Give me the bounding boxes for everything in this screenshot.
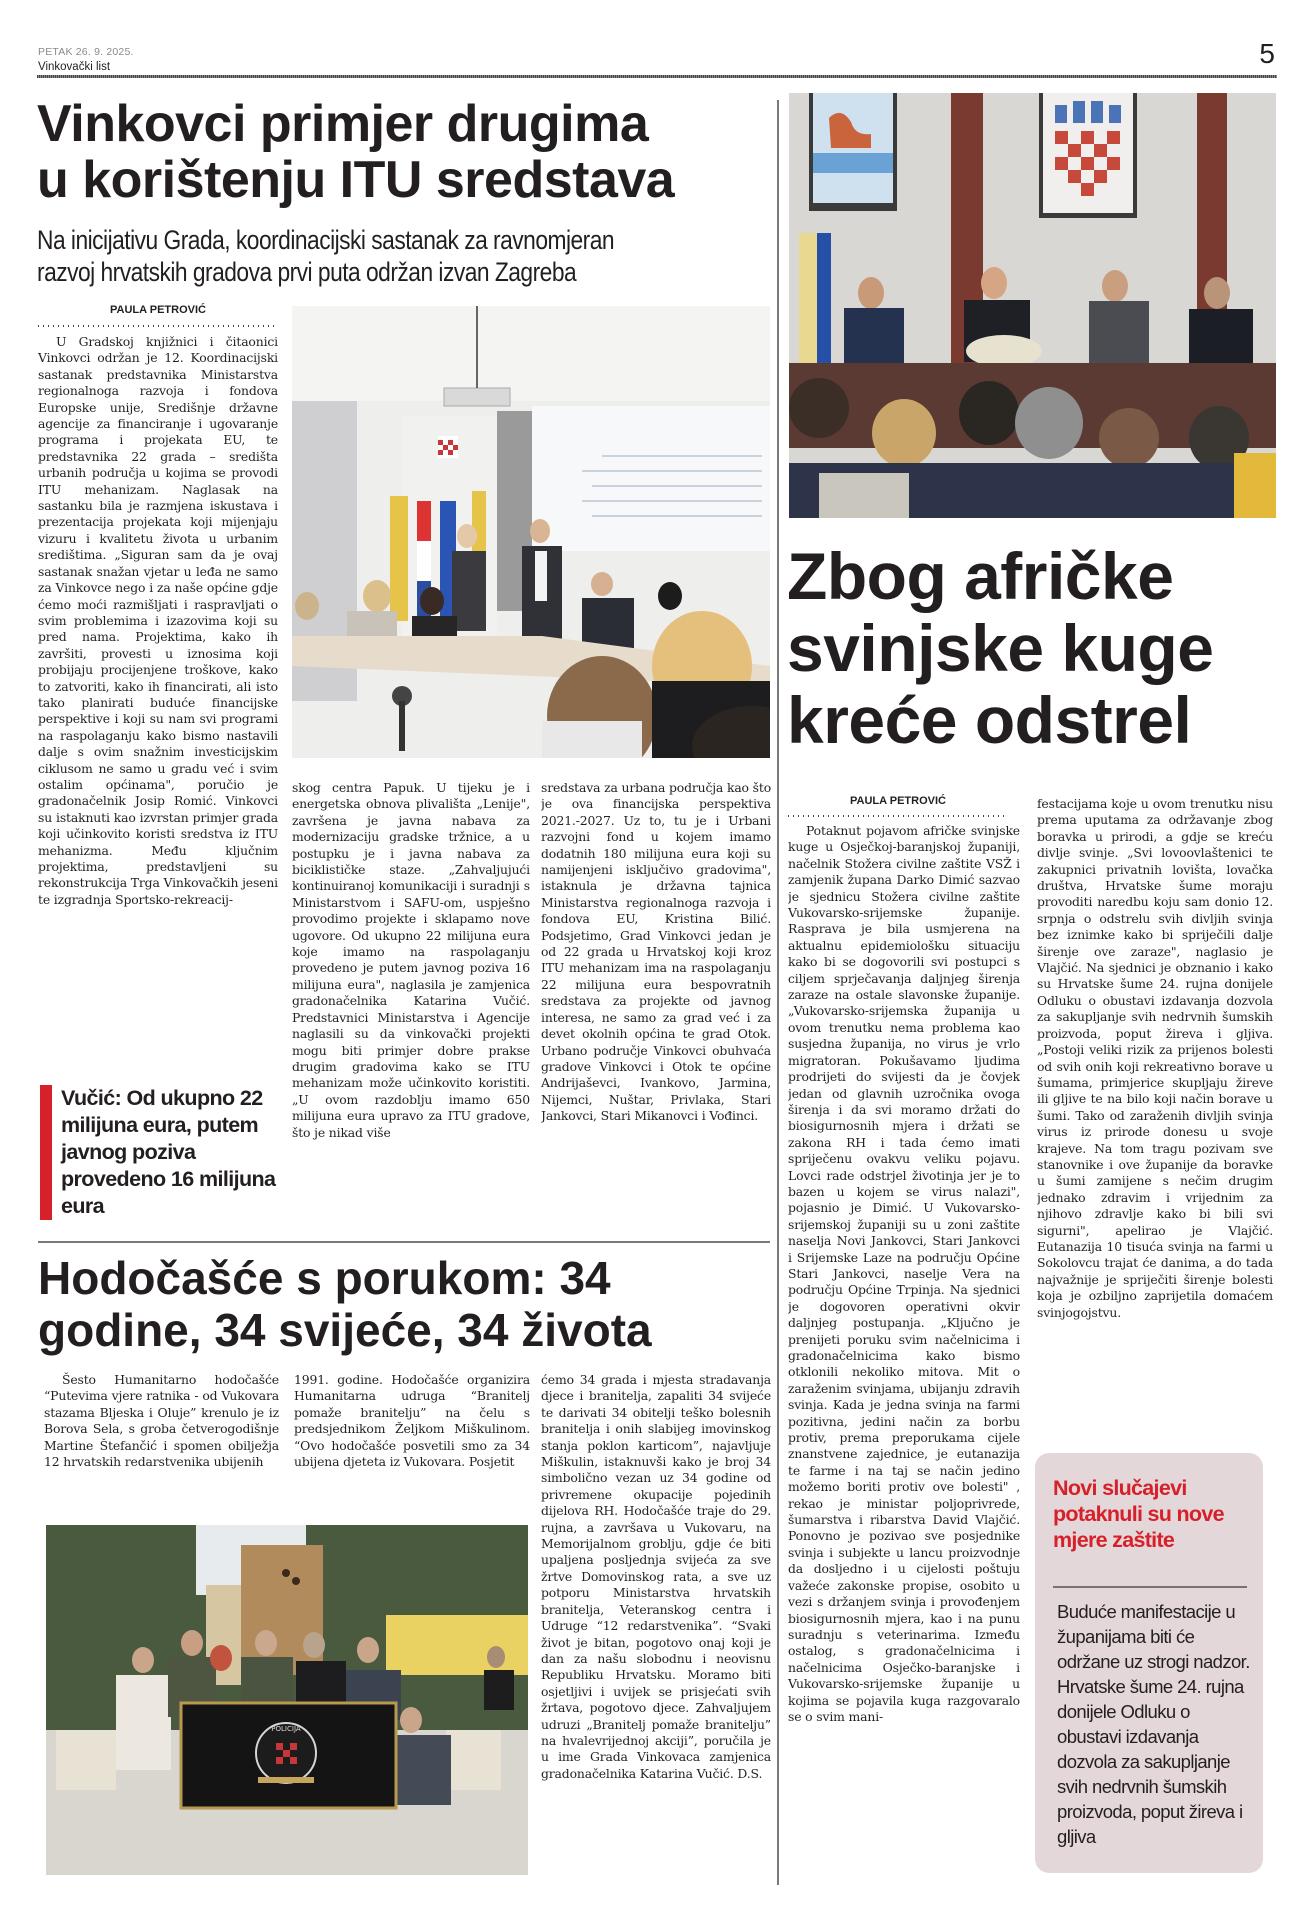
article-itu-headline (37, 96, 777, 208)
section-rule (38, 1241, 770, 1243)
paragraph: ćemo 34 grada i mjesta stradavanja djece i branitelja, zapaliti 34 svijeće te darivati 34 obitelji teško bolesnih branitelja i onih slabijeg imovinskog stanja poklon karticom”, najavljuje Miškulin, istaknuvši kako je broj 34 simbolično vezan uz 34 godine od privremene okupacije pojedinih dijelova RH. Hodočašće traje do 29. rujna, a završava u Vukovaru, na Memorijalnom groblju, gdje će biti upaljena posljednja svijeća za sve žrtve Domovinskog rata, a sve uz potporu Ministarstva hrvatskih branitelja, Veteranskog centra i Udruge “12 redarstvenika”. “Svaki život je bitan, pogotovo onaj koji je dan za našu slobodnu i neovisnu Republiku Hrvatsku. Moramo biti osjetljivi i uvijek se prisjećati svih žrtava, pogotovo djece. Zahvaljujem udruzi „Branitelj pomaže branitelju” na hvalevrijednoj akciji”, poručila je u ime Grada Vinkovaca zamjenica gradonačelnika Katarina Vučić. D.S. (541, 1372, 771, 1781)
article-pilgrimage-headline (38, 1252, 778, 1356)
headline-line: kreće odstrel (787, 683, 1192, 757)
subheadline-line: razvoj hrvatskih gradova prvi puta održan izvan Zagreba (37, 257, 577, 287)
infobox-title: Novi slučajevi potaknuli su nove mjere zaštite (1053, 1476, 1224, 1552)
paragraph: Šesto Humanitarno hodočašće “Putevima vjere ratnika - od Vukovara stazama Bljeska i Oluje” krenulo je iz Borova Sela, s groba četverogodišnje Martine Štefančić i spomen obilježja 12 hrvatskih redarstvenika ubijenih (44, 1372, 279, 1470)
paragraph: 1991. godine. Hodočašće organizira Humanitarna udruga “Branitelj pomaže branitelju” na čelu s predsjednikom Željkom Miškulinom. “Ovo hodočašće posvetili smo za 34 ubijena djeteta iz Vukovara. Posjetit (294, 1372, 530, 1470)
issue-date: PETAK 26. 9. 2025. (38, 46, 134, 58)
article-itu-subheadline (37, 224, 777, 288)
paragraph: festacijama koje u ovom trenutku nisu prema uputama za održavanje zbog boravka u prirodi, a gdje se kreću divlje svinje. „Svi lovoovlaštenici te zakupnici privatnih lovišta, lovačka društva, Hrvatske šume moraju provoditi naredbu koju sam donio 12. srpnja o odstrelu svih divljih svinja bez iznimke kako bi spriječili dalje širenje ove zaraze", naglasio je Vlajčić. Na sjednici je obznanio i kako su Hrvatske šume 24. rujna donijele Odluku o obustavi izdavanja dozvola za sakupljanje svih nedrvnih šumskih proizvoda, poput žireva i gljiva. „Postoji veliki rizik za prijenos bolesti od svih onih koji rekreativno borave u šumama, primjerice skupljaju žireve ili gljive te na bilo koji način borave u šumi. Tako od zaraženih divljih svinja virus iz prirode donesu u svoje krajeve. Na tom tragu pozivam sve stanovnike i ove županije da boravke u šumi zamijene s nečim drugim jednako zdravim i vrijednim za njihovo zdravlje kako bi bili svi sigurni", apelirao je Vlajčić. Eutanazija 10 tisuća svinja na farmi u Sokolovcu trajat će danima, a do tada najvažnije je spriječiti širenje bolesti koja je ozbiljno zaprijetila domaćem svinjogojstvu. (1037, 796, 1273, 1320)
article-pilgrimage-photo (46, 1525, 528, 1875)
article-itu-photo (292, 306, 770, 758)
infobox-text: Buduće manifestacije u županijama biti će održane uz strogi nadzor. Hrvatske šume 24. rujna donijele Odluku o obustavi izdavanja dozvola za sakupljanje svih nedrvnih šumskih proizvoda, poput žireva i gljiva (1057, 1601, 1250, 1847)
article-asf-column-1 (788, 823, 1020, 1883)
headline-line: u korištenju ITU sredstava (37, 151, 675, 209)
svg-text:POLICIJA: POLICIJA (271, 1725, 301, 1733)
article-itu-column-2 (292, 780, 530, 1220)
byline-rule (788, 815, 1008, 817)
headline-line: Vinkovci primjer drugima (37, 95, 649, 153)
article-asf-infobox (1035, 1453, 1263, 1873)
article-itu-byline: PAULA PETROVIĆ (110, 304, 206, 316)
headline-line: godine, 34 svijeće, 34 života (38, 1304, 652, 1356)
article-pilgrimage-column-1 (44, 1372, 279, 1492)
byline-rule (38, 325, 278, 327)
meeting-room-photo (292, 306, 770, 758)
paragraph: Potaknut pojavom afričke svinjske kuge u Osječkoj-baranjskoj županiji, načelnik Stožera civilne zaštite VSŽ i zamjenik župana Darko Dimić sazvao je sjednicu Stožera civilne zaštite Vukovarsko-srijemske županije. Rasprava je bila usmjerena na aktualnu epidemiološku situaciju kako bi se dogovorili svi postupci s ciljem sprječavanja daljnjeg širenja zaraze na ostale slavonske županije. „Vukovarsko-srijemska županija u ovom trenutku nema problema kao susjedna županija, no virus je vrlo migratoran. Pokušavamo ljudima prodrijeti do svijesti da je čovjek jedan od glavnih uzročnika ovoga širenja i da svi moramo držati do biosigurnosnih mjera i držati se zakona RH i tada ćemo imati spriječenu ovakvu veliku pojavu. Lovci rade odstrjel životinja jer je to bazen u kojem se virus nalazi", pojasnio je Dimić. U Vukovarsko-srijemskoj županiji su u zoni zaštite naselja Novi Jankovci, Stari Jankovci i Srijemske Laze na području Općine Stari Jankovci, naselje Vera na području Općine Trpinja. Na sjednici je dogovoren operativni okvir daljnjeg postupanja. „Ključno je prenijeti poruku svim načelnicima i gradonačelnicima kako bismo otklonili nekoliko mitova. Mit o zaraženim svinjama, ubijanju zdravih svinja. Kada je jedna svinja na farmi pozitivna, jedini način za borbu protiv, prema preporukama cijele znanstvene zajednice, je eutanazija te farme i na taj se način jedino možemo boriti protiv ove bolesti" , rekao je ministar poljoprivrede, šumarstva i ribarstva David Vlajčić. Ponovno je pozivao sve posjednike svinja i subjekte u lancu proizvodnje da dosljedno i u cijelosti poštuju važeće zakonske propise, osobito u vezi s držanjem svinja i provođenjem biosigurnosnih mjera, kao i na punu suradnju s veterinarima. Između ostalog, s gradonačelnicima i načelnicima Osječko-baranjske i Vukovarsko-srijemske županije u kojima se pojavila kuga razgovaralo se o svim mani- (788, 823, 1020, 1724)
article-asf-photo (789, 93, 1276, 518)
article-asf-byline: PAULA PETROVIĆ (850, 795, 946, 807)
article-pilgrimage-column-3 (541, 1372, 771, 1882)
article-asf-column-2 (1037, 796, 1273, 1420)
paragraph: sredstava za urbana područja kao što je ova financijska perspektiva 2021.-2027. Uz to, tu je i Urbani razvojni fond u kojem imamo dodatnih 180 milijuna eura koji su namijenjeni isključivo gradovima", istaknula je državna tajnica Ministarstva regionalnoga razvoja i fondova EU, Kristina Bilić. Podsjetimo, Grad Vinkovci jedan je od 22 grada u Hrvatskoj koji kroz ITU mehanizam ima na raspolaganju 22 milijuna eura bespovratnih sredstava za projekte od javnog interesa, ne samo za grad već i za devet okolnih općina te grad Otok. Urbano područje Vinkovci obuhvaća gradove Vinkovci i Otok te općine Andrijaševci, Ivankovo, Jarmina, Nijemci, Nuštar, Privlaka, Stari Jankovci, Stari Mikanovci i Vođinci. (541, 780, 771, 1124)
header-rule (37, 75, 1277, 78)
column-divider (777, 100, 779, 1885)
subheadline-line: Na inicijativu Grada, koordinacijski sastanak za ravnomjeran (37, 225, 615, 255)
article-pilgrimage-column-2 (294, 1372, 530, 1492)
headline-line: Zbog afričke (787, 539, 1174, 613)
paragraph: U Gradskoj knjižnici i čitaonici Vinkovci održan je 12. Koordinacijski sastanak predstavnika Ministarstva regionalnoga razvoja i fondova Europske unije, Središnje državne agencije za financiranje i ugovaranje programa i projekata EU, te predstavnika 22 grada – središta urbanih područja u kojima se provodi ITU mehanizam. Naglasak na sastanku bila je razmjena iskustava i prezentacija projekata koji mijenjaju vizuru i kvalitetu života u urbanim središtima. „Siguran sam da je ovaj sastanak snažan vjetar u leđa ne samo za Vinkovce nego i za naše općine gdje ćemo moći razmišljati i raspravljati o svim problemima i izazovima koji su pred nama. Projektima, kako ih završiti, provesti u iznosima koji probijaju procijenjene troškove, kako to zatvoriti, kako ih financirati, ali isto tako planirati buduće financijske perspektive i koji su nam svi programi na raspolaganju kako bismo nastavili dalje s ovim snažnim investicijskim ciklusom ne samo u gradu već i svim ostalim općinama", poručio je gradonačelnik Josip Romić. Vinkovci su istaknuti kao izvrstan primjer grada koji učinkovito koristi sredstva iz ITU mehanizma. Među ključnim projektima, predstavljeni su rekonstrukcija Trga Vinkovačkih jeseni te izgradnja Sportsko-rekreacij- (38, 334, 278, 907)
article-asf-headline (787, 540, 1287, 756)
article-itu-column-1 (38, 334, 278, 1056)
article-itu-column-3 (541, 780, 771, 1200)
headline-line: Hodočašće s porukom: 34 (38, 1252, 611, 1304)
council-session-photo (789, 93, 1276, 518)
infobox-rule (1053, 1586, 1247, 1588)
headline-line: svinjske kuge (787, 611, 1214, 685)
article-itu-pullquote: Vučić: Od ukupno 22 milijuna eura, putem javnog poziva provedeno 16 milijuna eura (40, 1085, 291, 1220)
memorial-group-photo (46, 1525, 528, 1875)
paragraph: skog centra Papuk. U tijeku je i energetska obnova plivališta „Lenije", završena je javna nabava za modernizaciju gradske tržnice, a u postupku je i javna nabava za biciklističke staze. „Zahvaljujući kontinuiranoj komunikaciji i suradnji s Ministarstvom i SAFU-om, uspješno provodimo projekte i sklapamo nove ugovore. Od ukupno 22 milijuna eura koje imamo na raspolaganju provedeno je putem javnog poziva 16 milijuna eura", naglasila je zamjenica gradonačelnika Katarina Vučić. Predstavnici Ministarstva i Agencije naglasili su da vinkovački projekti mogu biti primjer dobre prakse drugim gradovima kako se ITU mehanizam može učinkovito koristiti. „U ovom razdoblju imamo 650 milijuna eura upravo za ITU gradove, što je nikad više (292, 780, 530, 1140)
page-number: 5 (1259, 38, 1275, 69)
publication-name: Vinkovački list (38, 61, 111, 73)
